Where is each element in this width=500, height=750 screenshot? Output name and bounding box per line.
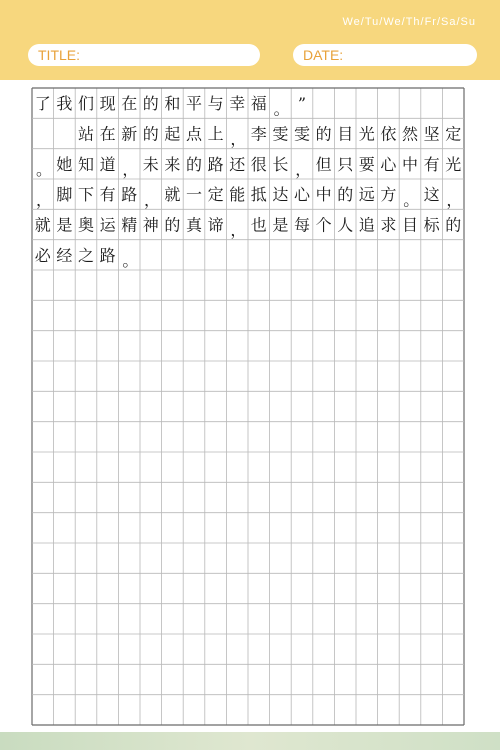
essay-char: 目: [337, 124, 354, 144]
essay-char: 求: [380, 215, 397, 235]
essay-char: 现: [99, 94, 116, 114]
essay-char: 。: [122, 251, 139, 270]
essay-char: 抵: [250, 185, 267, 205]
essay-row: [35, 246, 139, 270]
essay-char: 上: [207, 124, 224, 144]
essay-char: 中: [401, 154, 419, 174]
essay-char: 我: [56, 94, 73, 114]
essay-char: 就: [34, 215, 51, 235]
essay-char: 追: [358, 215, 375, 235]
essay-char: 知: [77, 154, 95, 174]
essay-char: 方: [380, 185, 397, 205]
writing-paper: [0, 80, 500, 732]
essay-char: 的: [142, 94, 159, 114]
essay-char: 心: [293, 185, 311, 205]
essay-char: 她: [56, 154, 73, 174]
essay-char: 道: [99, 154, 116, 174]
essay-char: 还: [229, 154, 246, 174]
essay-char: 经: [56, 245, 73, 265]
essay-char: ，: [230, 129, 247, 149]
essay-char: ”: [297, 94, 307, 114]
essay-char: 在: [99, 124, 116, 144]
essay-char: 达: [272, 185, 289, 205]
essay-char: 一: [185, 185, 203, 205]
essay-char: 的: [445, 215, 462, 235]
essay-char: 李: [250, 124, 267, 144]
essay-row: [36, 155, 461, 179]
essay-char: 路: [121, 185, 138, 205]
essay-char: 福: [250, 94, 267, 114]
essay-char: 远: [358, 185, 375, 205]
essay-char: 是: [272, 215, 289, 235]
essay-char: 长: [272, 154, 289, 174]
essay-char: 神: [142, 215, 159, 235]
essay-char: 很: [250, 154, 267, 174]
essay-char: 运: [99, 215, 116, 235]
essay-char: 依: [380, 124, 397, 144]
essay-char: 的: [337, 185, 354, 205]
weekday-selector[interactable]: We/Tu/We/Th/Fr/Sa/Su: [342, 16, 476, 28]
essay-char: 真: [185, 215, 203, 235]
essay-char: 标: [423, 215, 440, 235]
essay-char: 在: [121, 94, 138, 114]
essay-char: 之: [77, 245, 95, 265]
essay-char: 的: [315, 124, 332, 144]
essay-char: ，: [295, 160, 312, 179]
essay-char: ，: [144, 190, 161, 210]
essay-char: 定: [207, 185, 224, 205]
essay-char: 有: [99, 185, 116, 205]
essay-char: 的: [142, 124, 159, 144]
essay-char: 平: [185, 94, 203, 114]
header-band: [0, 0, 500, 80]
essay-char: 。: [403, 190, 420, 210]
essay-char: 要: [358, 154, 375, 174]
essay-char: 是: [56, 215, 73, 235]
essay-char: 新: [121, 124, 138, 144]
essay-char: 起: [164, 124, 181, 144]
essay-char: 个: [315, 215, 332, 235]
essay-char: ，: [446, 190, 463, 210]
essay-char: 心: [380, 154, 397, 174]
essay-char: 人: [337, 215, 354, 235]
essay-char: 每: [293, 215, 311, 235]
essay-char: 坚: [423, 124, 440, 144]
essay-char: 谛: [207, 215, 224, 235]
essay-char: 必: [34, 245, 51, 265]
essay-char: 下: [77, 185, 95, 205]
essay-char: 站: [77, 124, 95, 144]
essay-char: 中: [315, 185, 332, 205]
essay-char: 和: [164, 94, 181, 114]
essay-char: ，: [230, 220, 247, 240]
essay-char: 有: [423, 154, 440, 174]
essay-char: 来: [164, 154, 181, 174]
essay-char: 然: [401, 124, 419, 144]
essay-char: 的: [185, 154, 203, 174]
essay-char: 雯: [272, 124, 289, 144]
character-grid: [0, 80, 500, 732]
essay-char: 与: [207, 94, 224, 114]
essay-char: 也: [250, 215, 267, 235]
essay-char: 了: [34, 94, 51, 114]
essay-char: 点: [185, 124, 203, 144]
essay-char: ，: [122, 160, 139, 179]
essay-char: 幸: [229, 94, 246, 114]
essay-char: 们: [77, 94, 95, 114]
essay-char: 雯: [293, 124, 311, 144]
essay-char: 只: [337, 154, 354, 174]
essay-char: 路: [99, 245, 116, 265]
essay-char: 就: [164, 185, 181, 205]
essay-char: 。: [36, 160, 53, 179]
title-field[interactable]: TITLE:: [28, 44, 260, 66]
essay-char: 能: [229, 185, 246, 205]
essay-char: 目: [401, 215, 419, 235]
essay-char: 但: [315, 154, 332, 174]
essay-char: 未: [142, 154, 159, 174]
essay-char: 的: [164, 215, 181, 235]
essay-char: 路: [207, 154, 224, 174]
footer-band: [0, 732, 500, 750]
essay-char: 精: [121, 215, 138, 235]
essay-char: 奥: [77, 215, 95, 235]
essay-row: [36, 185, 462, 209]
essay-char: 这: [423, 185, 440, 205]
essay-char: 。: [273, 99, 290, 119]
essay-char: 定: [445, 124, 462, 144]
essay-char: 脚: [56, 185, 73, 205]
date-field[interactable]: DATE:: [293, 44, 477, 66]
essay-char: 光: [445, 154, 462, 174]
essay-char: ，: [36, 190, 53, 210]
essay-char: 光: [358, 124, 375, 144]
